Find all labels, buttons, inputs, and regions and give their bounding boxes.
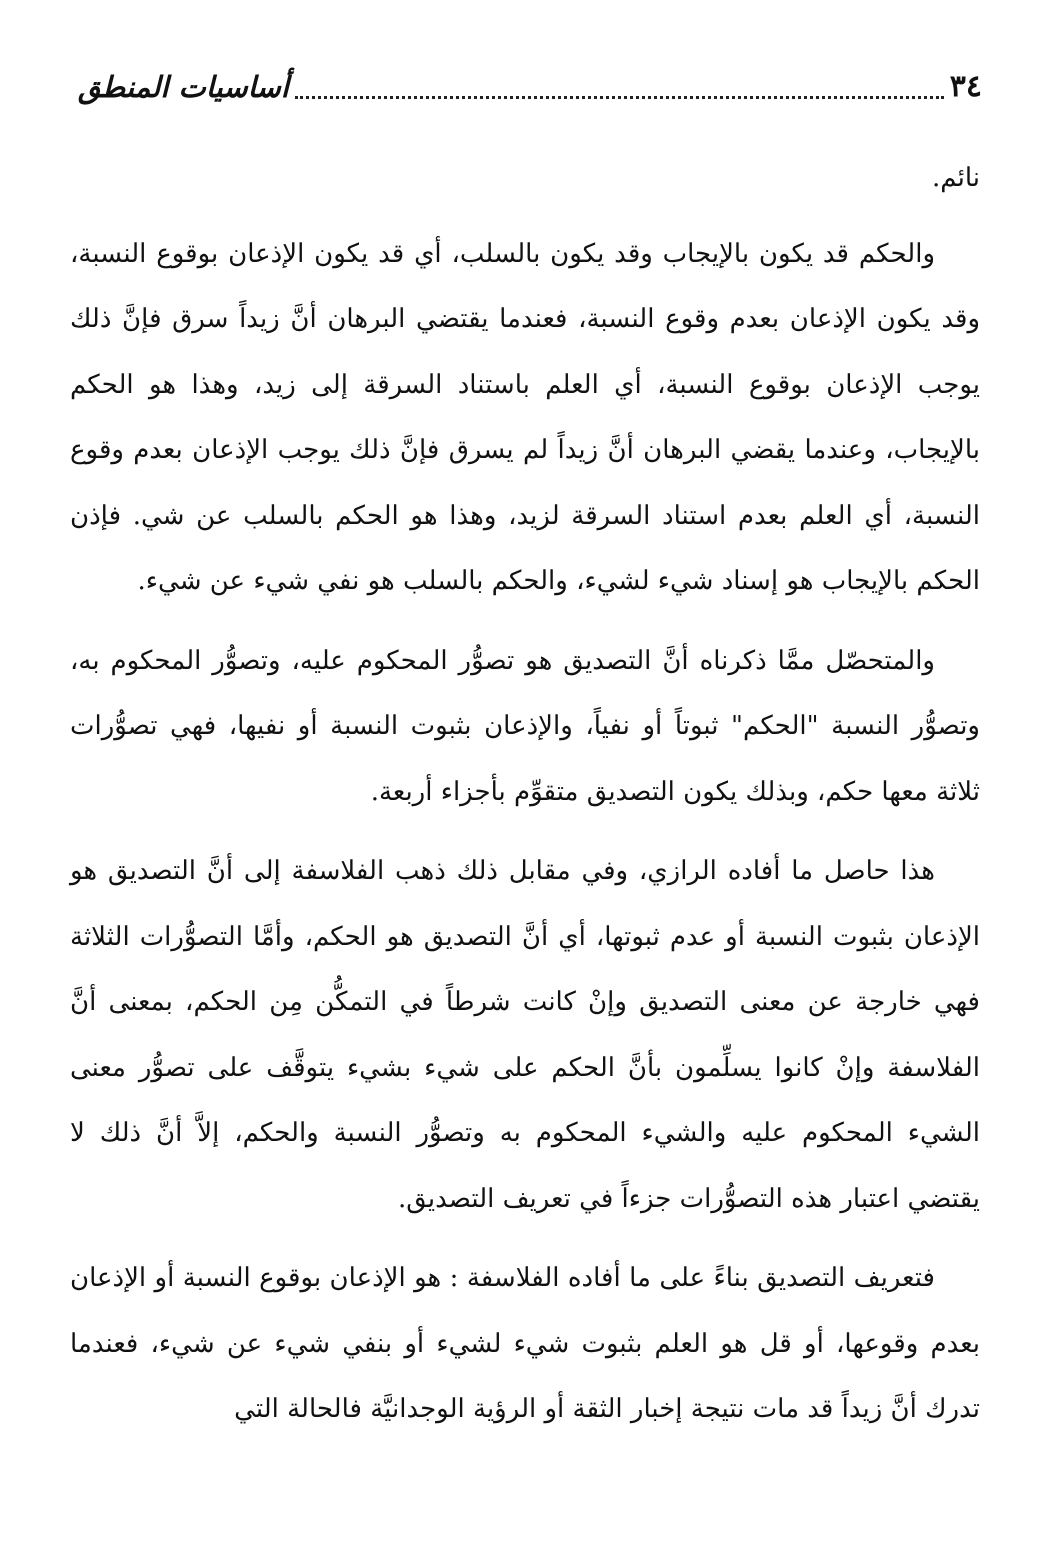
running-header: [78, 62, 982, 112]
paragraph: فتعريف التصديق بناءً على ما أفاده الفلاسفة : هو الإذعان بوقوع النسبة أو الإذعان بعدم وقوعها، أو قل هو العلم بثبوت شيء لشيء أو بنفي شيء عن شيء، فعندما تدرك أنَّ زيداً قد مات نتيجة إخبار الثقة أو الرؤية الوجدانيَّة فالحالة التي: [70, 1263, 980, 1424]
paragraph-continuation: نائم.: [932, 163, 980, 193]
page-body: [70, 146, 980, 1457]
dotted-leader: [295, 96, 944, 99]
paragraph: والمتحصّل ممَّا ذكرناه أنَّ التصديق هو تصوُّر المحكوم عليه، وتصوُّر المحكوم به، وتصوُّر النسبة "الحكم" ثبوتاً أو نفياً، والإذعان بثبوت النسبة أو نفيها، فهي تصوُّرات ثلاثة معها حكم، وبذلك يكون التصديق متقوِّم بأجزاء أربعة.: [70, 645, 980, 807]
page-number: ٣٤: [949, 69, 982, 104]
paragraph: هذا حاصل ما أفاده الرازي، وفي مقابل ذلك ذهب الفلاسفة إلى أنَّ التصديق هو الإذعان بثبوت النسبة أو عدم ثبوتها، أي أنَّ التصديق هو الحكم، وأمَّا التصوُّرات الثلاثة فهي خارجة عن معنى التصديق وإنْ كانت شرطاً في التمكُّن مِن الحكم، بمعنى أنَّ الفلاسفة وإنْ كانوا يسلِّمون بأنَّ الحكم على شيء بشيء يتوقَّف على تصوُّر معنى الشيء المحكوم عليه والشيء المحكوم به وتصوُّر النسبة والحكم، إلاَّ أنَّ ذلك لا يقتضي اعتبار هذه التصوُّرات جزءاً في تعريف التصديق.: [70, 856, 980, 1214]
paragraph: والحكم قد يكون بالإيجاب وقد يكون بالسلب، أي قد يكون الإذعان بوقوع النسبة، وقد يكون الإذعان بعدم وقوع النسبة، فعندما يقتضي البرهان أنَّ زيداً سرق فإنَّ ذلك يوجب الإذعان بوقوع النسبة، أي العلم باستناد السرقة إلى زيد، وهذا هو الحكم بالإيجاب، وعندما يقضي البرهان أنَّ زيداً لم يسرق فإنَّ ذلك يوجب الإذعان بعدم وقوع النسبة، أي العلم بعدم استناد السرقة لزيد، وهذا هو الحكم بالسلب عن شي. فإذن الحكم بالإيجاب هو إسناد شيء لشيء، والحكم بالسلب هو نفي شيء عن شيء.: [70, 238, 980, 596]
book-title: أساسيات المنطق: [78, 69, 289, 104]
